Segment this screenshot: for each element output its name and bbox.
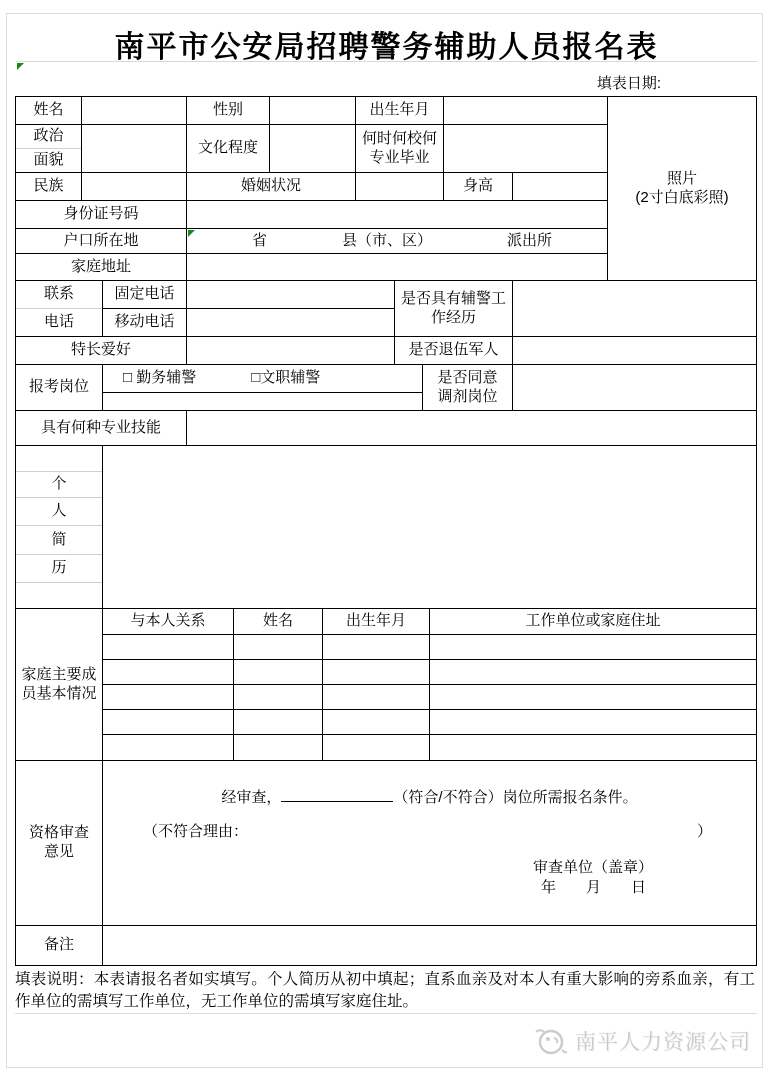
family-workunit-input[interactable]: [430, 685, 757, 710]
remarks-input-cell[interactable]: [103, 926, 757, 966]
family-name-input[interactable]: [234, 710, 323, 735]
political-status-label: 政治 面貌: [16, 125, 82, 173]
family-relation-input[interactable]: [103, 710, 234, 735]
residence-label: 户口所在地: [16, 229, 187, 254]
family-relation-input[interactable]: [103, 735, 234, 761]
resume-input-cell[interactable]: [103, 446, 757, 612]
birth-date-input-cell[interactable]: [444, 97, 608, 125]
review-reason-line: （不符合理由： ）: [143, 822, 712, 840]
position-input-cell[interactable]: [103, 393, 422, 410]
remarks-table: [15, 925, 757, 966]
skills-label: 具有何种专业技能: [16, 411, 187, 446]
review-date-label: 年 月 日: [540, 879, 646, 897]
review-result-blank[interactable]: [281, 787, 393, 802]
fill-date-label: 填表日期:: [596, 75, 661, 92]
cell-comment-marker: [17, 63, 24, 70]
gender-label: 性别: [187, 97, 270, 125]
contact-phone-label: 联系 电话: [16, 281, 103, 337]
family-workunit-input[interactable]: [430, 635, 757, 660]
footer-divider: [15, 1013, 757, 1014]
id-number-label: 身份证号码: [16, 201, 187, 229]
specialty-label: 特长爱好: [16, 337, 187, 365]
family-workunit-input[interactable]: [430, 735, 757, 761]
home-address-label: 家庭地址: [16, 254, 187, 281]
political-status-input-cell[interactable]: [82, 125, 187, 173]
aux-experience-input-cell[interactable]: [513, 281, 757, 337]
family-birth-input[interactable]: [323, 635, 430, 660]
resume-table: [15, 445, 757, 612]
residence-county-hint: 县（市、区）: [341, 231, 432, 249]
education-input-cell[interactable]: [270, 125, 356, 173]
photo-label-line2: (2寸白底彩照): [635, 188, 729, 206]
review-section-label: 资格审查意见: [16, 761, 103, 926]
family-header-workunit: 工作单位或家庭住址: [430, 609, 757, 635]
family-name-input[interactable]: [234, 735, 323, 761]
position-label: 报考岗位: [16, 365, 103, 411]
family-table: [15, 608, 757, 761]
family-birth-input[interactable]: [323, 660, 430, 685]
resume-label: [16, 446, 103, 612]
review-content-cell: [103, 761, 757, 926]
position-options-cell: [103, 365, 423, 411]
remarks-label: 备注: [16, 926, 103, 966]
name-input-cell[interactable]: [82, 97, 187, 125]
residence-input-cell[interactable]: [187, 229, 608, 254]
family-relation-input[interactable]: [103, 685, 234, 710]
family-row-4: [16, 710, 757, 735]
resume-char-3: 简: [16, 526, 102, 555]
birth-date-label: 出生年月: [356, 97, 444, 125]
height-input-cell[interactable]: [513, 173, 608, 201]
family-relation-input[interactable]: [103, 660, 234, 685]
checkbox-duty-auxiliary[interactable]: □ 勤务辅警: [123, 369, 197, 387]
skills-input-cell[interactable]: [187, 411, 757, 446]
family-header-birth: 出生年月: [323, 609, 430, 635]
company-name: 南平人力资源公司: [575, 1031, 751, 1054]
aux-experience-label: 是否具有辅警工作经历: [395, 281, 513, 337]
family-row-1: [16, 635, 757, 660]
basic-info-table: [15, 96, 757, 281]
gender-input-cell[interactable]: [270, 97, 356, 125]
family-row-2: [16, 660, 757, 685]
resume-char-1: 个: [16, 472, 102, 498]
review-stamp-label: 审查单位（盖章）: [532, 858, 653, 876]
family-name-input[interactable]: [234, 660, 323, 685]
family-name-input[interactable]: [234, 685, 323, 710]
veteran-input-cell[interactable]: [513, 337, 757, 365]
home-address-input-cell[interactable]: [187, 254, 608, 281]
resume-char-2: 人: [16, 498, 102, 526]
ethnicity-input-cell[interactable]: [82, 173, 187, 201]
family-birth-input[interactable]: [323, 710, 430, 735]
page-title: 南平市公安局招聘警务辅助人员报名表: [114, 31, 659, 64]
family-workunit-input[interactable]: [430, 660, 757, 685]
landline-label: 固定电话: [103, 281, 187, 309]
family-section-label: 家庭主要成员基本情况: [16, 609, 103, 761]
marital-status-label: 婚姻状况: [187, 173, 356, 201]
photo-label-line1: 照片: [666, 169, 697, 187]
adjust-position-label: 是否同意调剂岗位: [423, 365, 513, 411]
mobile-label: 移动电话: [103, 309, 187, 337]
residence-province-hint: 省: [252, 231, 268, 249]
veteran-label: 是否退伍军人: [395, 337, 513, 365]
name-label: 姓名: [16, 97, 82, 125]
company-logo-icon: [532, 1026, 568, 1056]
family-row-5: [16, 735, 757, 761]
photo-cell: [608, 97, 757, 281]
contact-position-table: [15, 280, 757, 411]
specialty-input-cell[interactable]: [187, 337, 395, 365]
family-birth-input[interactable]: [323, 685, 430, 710]
graduation-label: 何时何校何专业毕业: [356, 125, 444, 173]
adjust-position-input-cell[interactable]: [513, 365, 757, 411]
marital-status-input-cell[interactable]: [356, 173, 444, 201]
height-label: 身高: [444, 173, 513, 201]
landline-input-cell[interactable]: [187, 281, 395, 309]
family-header-relation: 与本人关系: [103, 609, 234, 635]
residence-station-hint: 派出所: [506, 231, 552, 249]
title-divider: [16, 61, 757, 62]
form-instructions: 填表说明：本表请报名者如实填写。个人简历从初中填起；直系血亲及对本人有重大影响的旁系血亲，有工作单位的需填写工作单位，无工作单位的需填写家庭住址。: [15, 971, 755, 1010]
cell-comment-marker: [188, 230, 195, 237]
family-row-3: [16, 685, 757, 710]
education-label: 文化程度: [187, 125, 270, 173]
ethnicity-label: 民族: [16, 173, 82, 201]
graduation-input-cell[interactable]: [444, 125, 608, 173]
checkbox-clerical-auxiliary[interactable]: □文职辅警: [251, 369, 321, 387]
footer-watermark: [532, 1026, 751, 1056]
family-workunit-input[interactable]: [430, 710, 757, 735]
skills-table: [15, 410, 757, 446]
family-relation-input[interactable]: [103, 635, 234, 660]
family-name-input[interactable]: [234, 635, 323, 660]
mobile-input-cell[interactable]: [187, 309, 395, 337]
id-number-input-cell[interactable]: [187, 201, 608, 229]
review-result-line: 经审查， （符合/不符合）岗位所需报名条件。: [221, 789, 638, 806]
review-table: [15, 760, 757, 926]
family-header-name: 姓名: [234, 609, 323, 635]
resume-char-4: 历: [16, 555, 102, 583]
family-birth-input[interactable]: [323, 735, 430, 761]
